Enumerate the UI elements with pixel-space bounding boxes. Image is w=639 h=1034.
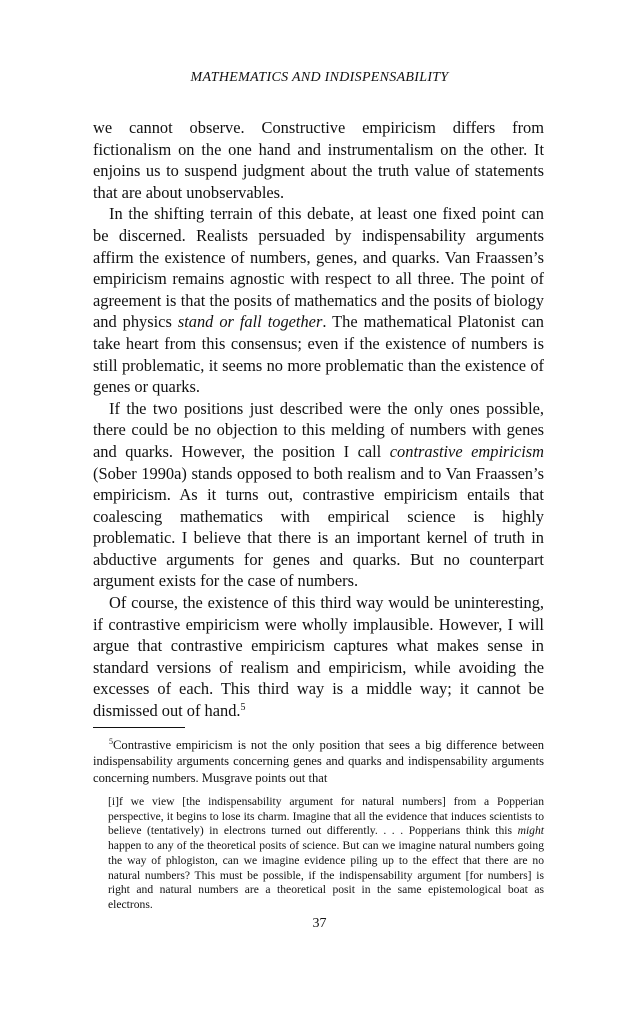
paragraph-1: we cannot observe. Constructive empiricism differs from fictionalism on the one hand and instrumentalism on the other. It enjoins us to suspend judgment about the truth value of statements that are about unobservables. — [93, 118, 544, 202]
paragraph-3-emphasis: contrastive empiricism — [389, 441, 544, 461]
footnote-marker: 5 — [109, 737, 113, 746]
paragraph-3 — [93, 398, 544, 592]
quote-text-b: happen to any of the theoretical posits of science. But can we imagine natural numbers going the way of phlogiston, can we imagine evidence piling up to the effect that there are no natural numbers? This must be possible, if the indispensability argument [for numbers] is right and natural numbers are a theoretical posit in the same epistemological boat as electrons. — [108, 839, 544, 911]
paragraph-2-text-b: . The mathematical Platonist can take heart from this consensus; even if the existence of numbers is still problematic, it seems no more problematic than the existence of genes or quarks. — [93, 312, 544, 397]
footnote — [93, 737, 544, 786]
footnote-divider — [93, 727, 185, 728]
footnote-text: Contrastive empiricism is not the only position that sees a big difference between indispensability arguments concerning genes and quarks and indispensability arguments concerning numbers. Musgrave points out that — [93, 738, 544, 785]
paragraph-2-emphasis: stand or fall together — [177, 312, 323, 332]
footnote-paragraph — [93, 737, 544, 786]
paragraph-4 — [93, 592, 544, 722]
paragraph-3-text-b: (Sober 1990a) stands opposed to both realism and to Van Fraassen’s empiricism. As it turns out, contrastive empiricism entails that coalescing mathematics with empirical science is highly problematic. I believe that there is an important kernel of truth in abductive arguments for genes and quarks. But no counterpart argument exists for the case of numbers. — [93, 463, 544, 591]
paragraph-4-text: Of course, the existence of this third way would be uninteresting, if contrastive empiricism were wholly implausible. However, I will argue that contrastive empiricism captures what makes sense in standard versions of realism and empiricism, while avoiding the excesses of each. This third way is a middle way; it cannot be dismissed out of hand. — [93, 593, 544, 721]
paragraph-2 — [93, 203, 544, 397]
main-text — [93, 117, 544, 722]
paragraph-3-text-a: If the two positions just described were the only ones possible, there could be no objection to this melding of numbers with genes and quarks. However, the position I call — [93, 398, 544, 461]
quote-emphasis: might — [517, 824, 544, 838]
running-header: MATHEMATICS AND INDISPENSABILITY — [190, 70, 449, 85]
footnote-block-quote — [108, 795, 544, 913]
block-quote-paragraph — [108, 795, 544, 913]
page-number: 37 — [312, 916, 327, 931]
quote-text-a: [i]f we view [the indispensability argument for natural numbers] from a Popperian perspective, it begins to lose its charm. Imagine that all the evidence that induces scientists to believe (tentatively) in electrons turned out differently. . . . Popperians think this — [108, 795, 544, 838]
footnote-reference: 5 — [240, 702, 246, 714]
paragraph-2-text-a: In the shifting terrain of this debate, at least one fixed point can be discerned. Realists persuaded by indispensability arguments affirm the existence of numbers, genes, and quarks. Van Fraassen’s empiricism remains agnostic with respect to all three. The point of agreement is that the posits of mathematics and the posits of biology and physics — [93, 204, 544, 332]
